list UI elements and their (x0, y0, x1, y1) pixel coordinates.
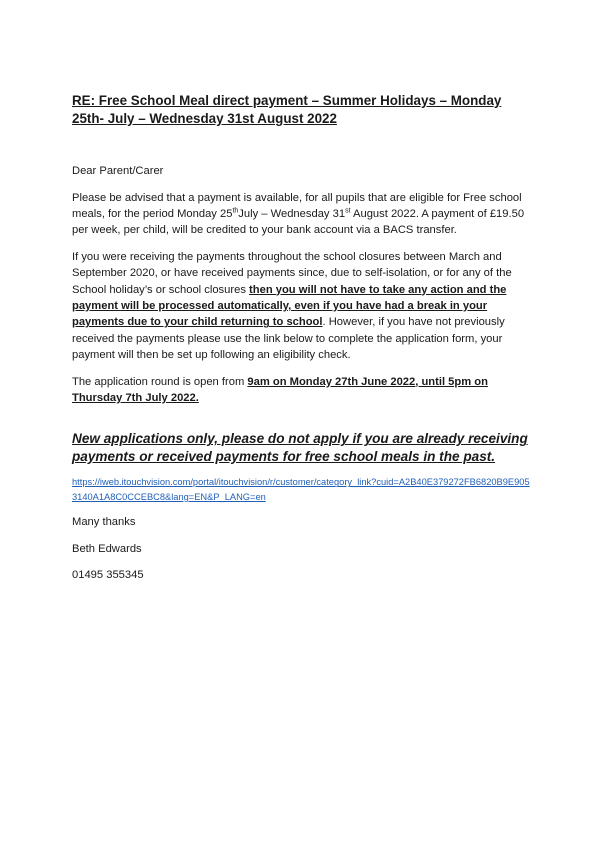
letter-heading: RE: Free School Meal direct payment – Summer Holidays – Monday 25th- July – Wednesday 31st August 2022 (72, 93, 502, 126)
para1-text-2: July – Wednesday 31 (238, 207, 346, 220)
para1-text-3: August 2022. A payment of £19.50 per week, per child, will be credited to your bank account via a BACS transfer. (72, 207, 525, 237)
application-round-paragraph (72, 374, 530, 407)
new-applications-notice: New applications only, please do not apply if you are already receiving payments or received payments for free school meals in the past. (72, 431, 528, 464)
greeting: Dear Parent/Carer (72, 165, 164, 177)
letter-body (72, 92, 530, 584)
para2-emphasis: then you will not have to take any action and the payment will be processed automatically, even if you have had a break in your payments due to your child returning to school (72, 283, 507, 329)
closing: Many thanks (72, 516, 136, 529)
para1-sup-2: st (345, 207, 351, 215)
existing-recipients-paragraph (72, 249, 530, 364)
para2-text-2: . However, if you have not previously received the payments please use the link below to complete the application form, your payment will then be set up following an eligibility check. (72, 316, 505, 362)
payment-paragraph (72, 190, 530, 239)
para2-text-1: If you were receiving the payments throughout the school closures between March and September 2020, or have received payments since, due to self-isolation, or for any of the School holiday’s or school closures (72, 250, 512, 296)
application-dates: 9am on Monday 27th June 2022, until 5pm on Thursday 7th July 2022. (72, 375, 488, 404)
application-link[interactable]: https://iweb.itouchvision.com/portal/itouchvision/r/customer/category_link?cuid=A2B40E379272FB6820B9E9053140A1A8C0CCEBC8&lang=EN&P_LANG=en (72, 477, 530, 502)
para1-sup-1: th (232, 207, 239, 215)
signatory-name: Beth Edwards (72, 542, 142, 555)
para1-text-1: Please be advised that a payment is available, for all pupils that are eligible for Free school meals, for the period Monday 25 (72, 191, 522, 220)
para3-text-1: The application round is open from (72, 375, 248, 388)
phone-number: 01495 355345 (72, 569, 144, 582)
